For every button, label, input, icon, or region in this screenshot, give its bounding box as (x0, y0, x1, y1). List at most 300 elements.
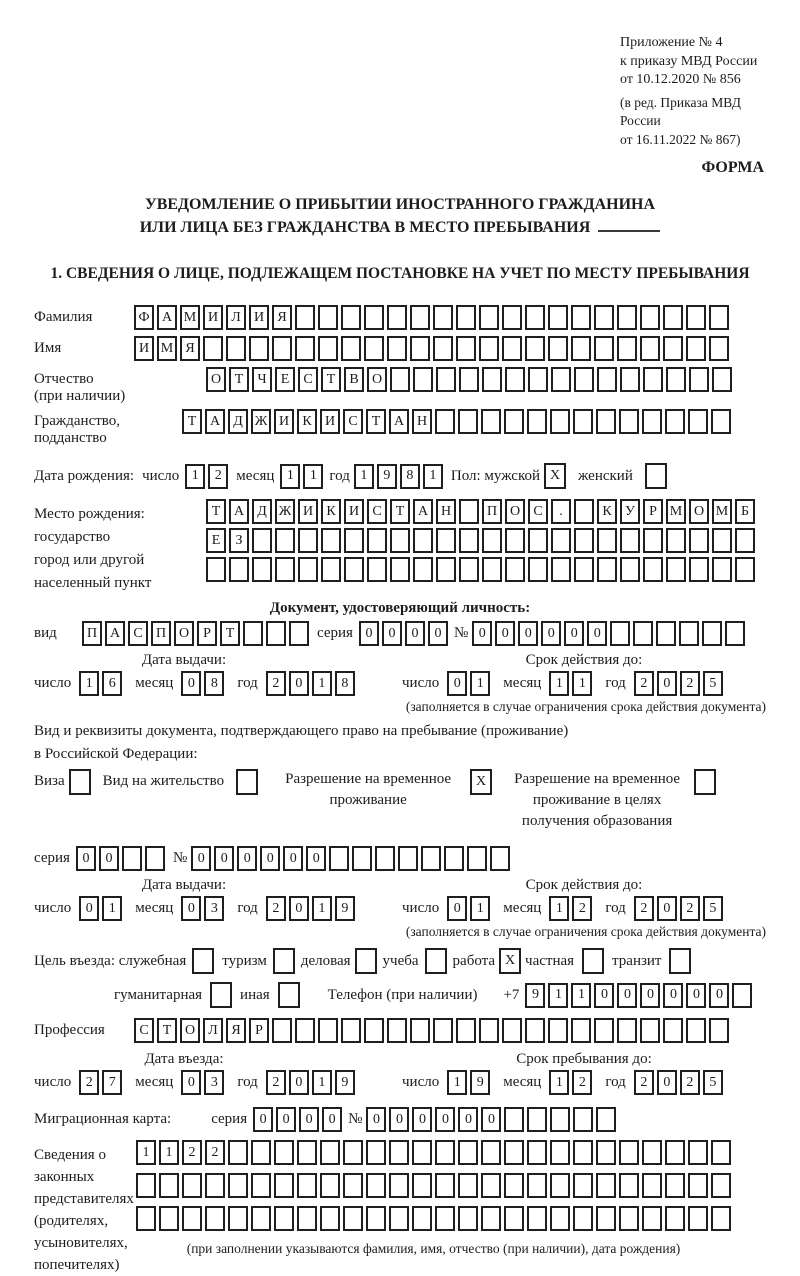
char-cell[interactable]: 2 (182, 1140, 202, 1165)
char-cell[interactable] (298, 557, 318, 582)
char-cell[interactable] (364, 336, 384, 361)
char-cell[interactable] (688, 1173, 708, 1198)
char-cell[interactable]: 0 (657, 671, 677, 696)
char-cell[interactable] (709, 305, 729, 330)
char-cell[interactable] (702, 621, 722, 646)
char-cell[interactable]: К (597, 499, 617, 524)
residence-issue-day[interactable] (79, 896, 122, 921)
char-cell[interactable]: Р (249, 1018, 269, 1043)
char-cell[interactable] (597, 557, 617, 582)
char-cell[interactable] (504, 1107, 524, 1132)
char-cell[interactable] (573, 1206, 593, 1231)
char-cell[interactable] (389, 1140, 409, 1165)
char-cell[interactable] (504, 1140, 524, 1165)
birthplace-row3[interactable] (206, 557, 755, 582)
char-cell[interactable] (251, 1173, 271, 1198)
char-cell[interactable]: 0 (587, 621, 607, 646)
char-cell[interactable]: 2 (266, 671, 286, 696)
char-cell[interactable] (481, 409, 501, 434)
char-cell[interactable] (344, 528, 364, 553)
char-cell[interactable] (182, 1173, 202, 1198)
char-cell[interactable]: Р (197, 621, 217, 646)
char-cell[interactable]: О (689, 499, 709, 524)
char-cell[interactable]: 0 (191, 846, 211, 871)
char-cell[interactable] (243, 621, 263, 646)
char-cell[interactable]: 0 (99, 846, 119, 871)
purpose-tourism-checkbox[interactable] (273, 948, 295, 974)
birthplace-row1[interactable] (206, 499, 755, 524)
char-cell[interactable] (435, 1140, 455, 1165)
char-cell[interactable]: Ф (134, 305, 154, 330)
char-cell[interactable] (528, 557, 548, 582)
representatives-row2[interactable] (136, 1173, 731, 1198)
char-cell[interactable] (343, 1206, 363, 1231)
char-cell[interactable] (712, 367, 732, 392)
char-cell[interactable]: 0 (405, 621, 425, 646)
char-cell[interactable] (318, 1018, 338, 1043)
birthplace-row2[interactable] (206, 528, 755, 553)
char-cell[interactable] (436, 367, 456, 392)
stay-year[interactable] (634, 1070, 723, 1095)
char-cell[interactable] (502, 1018, 522, 1043)
doc-issue-year[interactable] (266, 671, 355, 696)
char-cell[interactable]: М (180, 305, 200, 330)
char-cell[interactable] (525, 336, 545, 361)
char-cell[interactable]: 0 (663, 983, 683, 1008)
char-cell[interactable]: Б (735, 499, 755, 524)
char-cell[interactable] (571, 1018, 591, 1043)
char-cell[interactable]: 0 (541, 621, 561, 646)
char-cell[interactable] (665, 1173, 685, 1198)
char-cell[interactable] (433, 1018, 453, 1043)
purpose-study-checkbox[interactable] (425, 948, 447, 974)
char-cell[interactable] (550, 1140, 570, 1165)
char-cell[interactable] (642, 1140, 662, 1165)
char-cell[interactable]: 3 (204, 896, 224, 921)
profession-field[interactable] (134, 1018, 729, 1043)
representatives-row1[interactable] (136, 1140, 731, 1165)
char-cell[interactable] (482, 557, 502, 582)
temp-residence-edu-checkbox[interactable] (694, 769, 716, 795)
residence-valid-year[interactable] (634, 896, 723, 921)
char-cell[interactable]: Я (226, 1018, 246, 1043)
char-cell[interactable] (390, 367, 410, 392)
char-cell[interactable] (594, 1018, 614, 1043)
char-cell[interactable]: 2 (634, 896, 654, 921)
char-cell[interactable]: Т (229, 367, 249, 392)
char-cell[interactable] (275, 557, 295, 582)
char-cell[interactable]: 1 (136, 1140, 156, 1165)
char-cell[interactable] (435, 409, 455, 434)
char-cell[interactable] (712, 557, 732, 582)
char-cell[interactable] (252, 528, 272, 553)
representatives-row3[interactable] (136, 1206, 731, 1231)
char-cell[interactable]: У (620, 499, 640, 524)
char-cell[interactable]: 0 (359, 621, 379, 646)
purpose-official-checkbox[interactable] (192, 948, 214, 974)
purpose-work-checkbox[interactable]: X (499, 948, 521, 974)
char-cell[interactable] (329, 846, 349, 871)
char-cell[interactable] (732, 983, 752, 1008)
char-cell[interactable]: 0 (260, 846, 280, 871)
char-cell[interactable]: 0 (472, 621, 492, 646)
char-cell[interactable]: А (413, 499, 433, 524)
char-cell[interactable] (366, 1140, 386, 1165)
char-cell[interactable] (274, 1206, 294, 1231)
char-cell[interactable]: И (320, 409, 340, 434)
char-cell[interactable] (617, 336, 637, 361)
char-cell[interactable] (505, 557, 525, 582)
char-cell[interactable] (527, 1173, 547, 1198)
char-cell[interactable] (711, 1173, 731, 1198)
char-cell[interactable] (410, 1018, 430, 1043)
char-cell[interactable]: С (528, 499, 548, 524)
char-cell[interactable]: 1 (280, 464, 300, 489)
char-cell[interactable]: 1 (354, 464, 374, 489)
char-cell[interactable] (298, 528, 318, 553)
char-cell[interactable] (459, 557, 479, 582)
char-cell[interactable] (712, 528, 732, 553)
char-cell[interactable]: 2 (266, 896, 286, 921)
char-cell[interactable] (642, 409, 662, 434)
char-cell[interactable] (459, 367, 479, 392)
char-cell[interactable]: 1 (470, 896, 490, 921)
char-cell[interactable] (458, 1173, 478, 1198)
stay-day[interactable] (447, 1070, 490, 1095)
char-cell[interactable]: А (157, 305, 177, 330)
char-cell[interactable] (527, 1206, 547, 1231)
char-cell[interactable]: М (666, 499, 686, 524)
char-cell[interactable]: 1 (312, 671, 332, 696)
char-cell[interactable] (594, 336, 614, 361)
char-cell[interactable] (735, 528, 755, 553)
char-cell[interactable]: И (274, 409, 294, 434)
char-cell[interactable] (528, 528, 548, 553)
char-cell[interactable]: Р (643, 499, 663, 524)
char-cell[interactable]: О (206, 367, 226, 392)
residence-issue-month[interactable] (181, 896, 224, 921)
char-cell[interactable] (490, 846, 510, 871)
char-cell[interactable]: 0 (181, 896, 201, 921)
char-cell[interactable] (640, 305, 660, 330)
char-cell[interactable] (548, 305, 568, 330)
char-cell[interactable] (274, 1140, 294, 1165)
doc-issue-day[interactable] (79, 671, 122, 696)
char-cell[interactable]: С (343, 409, 363, 434)
char-cell[interactable] (272, 336, 292, 361)
char-cell[interactable] (295, 1018, 315, 1043)
char-cell[interactable]: 0 (214, 846, 234, 871)
char-cell[interactable] (228, 1206, 248, 1231)
char-cell[interactable]: . (551, 499, 571, 524)
char-cell[interactable] (341, 305, 361, 330)
char-cell[interactable] (633, 621, 653, 646)
char-cell[interactable]: С (128, 621, 148, 646)
char-cell[interactable]: 0 (76, 846, 96, 871)
char-cell[interactable]: 0 (382, 621, 402, 646)
char-cell[interactable] (387, 1018, 407, 1043)
char-cell[interactable]: 6 (102, 671, 122, 696)
char-cell[interactable]: О (174, 621, 194, 646)
char-cell[interactable] (725, 621, 745, 646)
char-cell[interactable] (413, 528, 433, 553)
char-cell[interactable]: А (205, 409, 225, 434)
surname-field[interactable] (134, 305, 729, 330)
char-cell[interactable] (665, 409, 685, 434)
char-cell[interactable]: 0 (428, 621, 448, 646)
char-cell[interactable]: 1 (423, 464, 443, 489)
char-cell[interactable] (597, 528, 617, 553)
birth-day-field[interactable] (185, 464, 228, 489)
char-cell[interactable] (435, 1206, 455, 1231)
char-cell[interactable] (479, 305, 499, 330)
char-cell[interactable] (159, 1206, 179, 1231)
char-cell[interactable] (481, 1140, 501, 1165)
char-cell[interactable] (390, 528, 410, 553)
char-cell[interactable]: Д (252, 499, 272, 524)
char-cell[interactable]: 2 (572, 1070, 592, 1095)
char-cell[interactable]: С (298, 367, 318, 392)
char-cell[interactable]: Я (272, 305, 292, 330)
char-cell[interactable] (686, 305, 706, 330)
char-cell[interactable] (275, 528, 295, 553)
char-cell[interactable] (640, 1018, 660, 1043)
char-cell[interactable]: 1 (102, 896, 122, 921)
char-cell[interactable]: И (344, 499, 364, 524)
char-cell[interactable] (289, 621, 309, 646)
char-cell[interactable]: И (298, 499, 318, 524)
char-cell[interactable] (619, 1206, 639, 1231)
char-cell[interactable] (479, 1018, 499, 1043)
char-cell[interactable] (205, 1173, 225, 1198)
char-cell[interactable] (297, 1173, 317, 1198)
char-cell[interactable] (527, 1107, 547, 1132)
char-cell[interactable] (711, 1206, 731, 1231)
char-cell[interactable] (573, 1107, 593, 1132)
char-cell[interactable]: О (180, 1018, 200, 1043)
char-cell[interactable] (467, 846, 487, 871)
char-cell[interactable] (551, 528, 571, 553)
char-cell[interactable]: 9 (335, 1070, 355, 1095)
char-cell[interactable] (251, 1206, 271, 1231)
char-cell[interactable] (504, 1206, 524, 1231)
char-cell[interactable]: Е (206, 528, 226, 553)
char-cell[interactable] (318, 336, 338, 361)
char-cell[interactable]: 9 (335, 896, 355, 921)
doc-valid-year[interactable] (634, 671, 723, 696)
char-cell[interactable] (574, 528, 594, 553)
char-cell[interactable] (421, 846, 441, 871)
char-cell[interactable]: 0 (366, 1107, 386, 1132)
char-cell[interactable]: С (367, 499, 387, 524)
char-cell[interactable] (663, 336, 683, 361)
char-cell[interactable] (341, 1018, 361, 1043)
char-cell[interactable] (656, 621, 676, 646)
char-cell[interactable] (387, 336, 407, 361)
char-cell[interactable] (617, 305, 637, 330)
char-cell[interactable] (666, 528, 686, 553)
residence-permit-checkbox[interactable] (236, 769, 258, 795)
char-cell[interactable] (387, 305, 407, 330)
char-cell[interactable] (679, 621, 699, 646)
char-cell[interactable]: Т (220, 621, 240, 646)
char-cell[interactable] (410, 336, 430, 361)
char-cell[interactable] (398, 846, 418, 871)
char-cell[interactable]: 1 (159, 1140, 179, 1165)
char-cell[interactable] (550, 1206, 570, 1231)
char-cell[interactable] (297, 1206, 317, 1231)
char-cell[interactable]: О (367, 367, 387, 392)
char-cell[interactable] (642, 1173, 662, 1198)
char-cell[interactable] (352, 846, 372, 871)
char-cell[interactable]: 8 (400, 464, 420, 489)
char-cell[interactable] (367, 528, 387, 553)
char-cell[interactable]: З (229, 528, 249, 553)
char-cell[interactable]: 0 (289, 896, 309, 921)
char-cell[interactable] (266, 621, 286, 646)
char-cell[interactable] (249, 336, 269, 361)
char-cell[interactable] (228, 1140, 248, 1165)
char-cell[interactable] (617, 1018, 637, 1043)
char-cell[interactable] (527, 1140, 547, 1165)
char-cell[interactable] (528, 367, 548, 392)
char-cell[interactable] (459, 499, 479, 524)
char-cell[interactable] (321, 528, 341, 553)
char-cell[interactable]: 1 (447, 1070, 467, 1095)
char-cell[interactable] (665, 1140, 685, 1165)
char-cell[interactable] (458, 1206, 478, 1231)
char-cell[interactable]: 2 (634, 671, 654, 696)
char-cell[interactable] (229, 557, 249, 582)
char-cell[interactable]: 9 (377, 464, 397, 489)
name-field[interactable] (134, 336, 729, 361)
char-cell[interactable] (619, 1173, 639, 1198)
temp-residence-checkbox[interactable]: X (470, 769, 492, 795)
char-cell[interactable] (620, 557, 640, 582)
char-cell[interactable] (159, 1173, 179, 1198)
char-cell[interactable] (550, 1173, 570, 1198)
char-cell[interactable] (343, 1173, 363, 1198)
char-cell[interactable] (574, 367, 594, 392)
char-cell[interactable] (252, 557, 272, 582)
char-cell[interactable]: 0 (458, 1107, 478, 1132)
char-cell[interactable]: Т (321, 367, 341, 392)
char-cell[interactable] (571, 305, 591, 330)
char-cell[interactable] (688, 409, 708, 434)
char-cell[interactable] (364, 1018, 384, 1043)
char-cell[interactable] (479, 336, 499, 361)
char-cell[interactable]: 0 (79, 896, 99, 921)
char-cell[interactable]: 5 (703, 1070, 723, 1095)
char-cell[interactable]: 3 (204, 1070, 224, 1095)
char-cell[interactable] (436, 528, 456, 553)
char-cell[interactable]: Ж (251, 409, 271, 434)
char-cell[interactable]: 0 (435, 1107, 455, 1132)
char-cell[interactable] (367, 557, 387, 582)
char-cell[interactable] (619, 1140, 639, 1165)
char-cell[interactable]: П (151, 621, 171, 646)
char-cell[interactable] (663, 1018, 683, 1043)
char-cell[interactable]: 5 (703, 896, 723, 921)
sex-female-checkbox[interactable] (645, 463, 667, 489)
char-cell[interactable] (320, 1140, 340, 1165)
residence-valid-day[interactable] (447, 896, 490, 921)
char-cell[interactable] (596, 1140, 616, 1165)
char-cell[interactable] (203, 336, 223, 361)
char-cell[interactable]: И (203, 305, 223, 330)
char-cell[interactable]: 0 (389, 1107, 409, 1132)
char-cell[interactable] (444, 846, 464, 871)
char-cell[interactable] (295, 305, 315, 330)
char-cell[interactable] (688, 1140, 708, 1165)
char-cell[interactable] (643, 367, 663, 392)
char-cell[interactable] (320, 1206, 340, 1231)
char-cell[interactable]: А (105, 621, 125, 646)
char-cell[interactable] (688, 1206, 708, 1231)
doc-number-field[interactable] (472, 621, 745, 646)
char-cell[interactable] (686, 336, 706, 361)
char-cell[interactable] (389, 1173, 409, 1198)
char-cell[interactable] (375, 846, 395, 871)
char-cell[interactable] (433, 336, 453, 361)
char-cell[interactable] (709, 336, 729, 361)
char-cell[interactable] (182, 1206, 202, 1231)
char-cell[interactable] (366, 1206, 386, 1231)
char-cell[interactable] (550, 1107, 570, 1132)
char-cell[interactable] (596, 409, 616, 434)
char-cell[interactable] (206, 557, 226, 582)
char-cell[interactable]: Т (182, 409, 202, 434)
char-cell[interactable] (666, 557, 686, 582)
char-cell[interactable] (735, 557, 755, 582)
char-cell[interactable]: 2 (79, 1070, 99, 1095)
residence-series-field[interactable] (76, 846, 165, 871)
char-cell[interactable] (412, 1140, 432, 1165)
phone-field[interactable] (525, 983, 752, 1008)
char-cell[interactable]: 1 (185, 464, 205, 489)
char-cell[interactable] (482, 367, 502, 392)
char-cell[interactable]: П (82, 621, 102, 646)
char-cell[interactable] (711, 409, 731, 434)
char-cell[interactable]: М (712, 499, 732, 524)
char-cell[interactable]: О (505, 499, 525, 524)
char-cell[interactable] (666, 367, 686, 392)
char-cell[interactable]: 1 (571, 983, 591, 1008)
char-cell[interactable]: 2 (680, 896, 700, 921)
char-cell[interactable] (136, 1206, 156, 1231)
char-cell[interactable]: 0 (594, 983, 614, 1008)
char-cell[interactable] (574, 557, 594, 582)
char-cell[interactable]: С (134, 1018, 154, 1043)
char-cell[interactable] (228, 1173, 248, 1198)
char-cell[interactable]: 1 (549, 1070, 569, 1095)
char-cell[interactable] (551, 557, 571, 582)
char-cell[interactable] (456, 336, 476, 361)
char-cell[interactable] (389, 1206, 409, 1231)
char-cell[interactable] (571, 336, 591, 361)
char-cell[interactable]: Е (275, 367, 295, 392)
patronymic-field[interactable] (206, 367, 732, 392)
char-cell[interactable]: Т (390, 499, 410, 524)
char-cell[interactable] (573, 409, 593, 434)
char-cell[interactable]: 1 (79, 671, 99, 696)
char-cell[interactable] (436, 557, 456, 582)
char-cell[interactable] (502, 336, 522, 361)
visa-checkbox[interactable] (69, 769, 91, 795)
char-cell[interactable] (620, 367, 640, 392)
citizenship-field[interactable] (182, 409, 731, 434)
char-cell[interactable]: 2 (680, 671, 700, 696)
